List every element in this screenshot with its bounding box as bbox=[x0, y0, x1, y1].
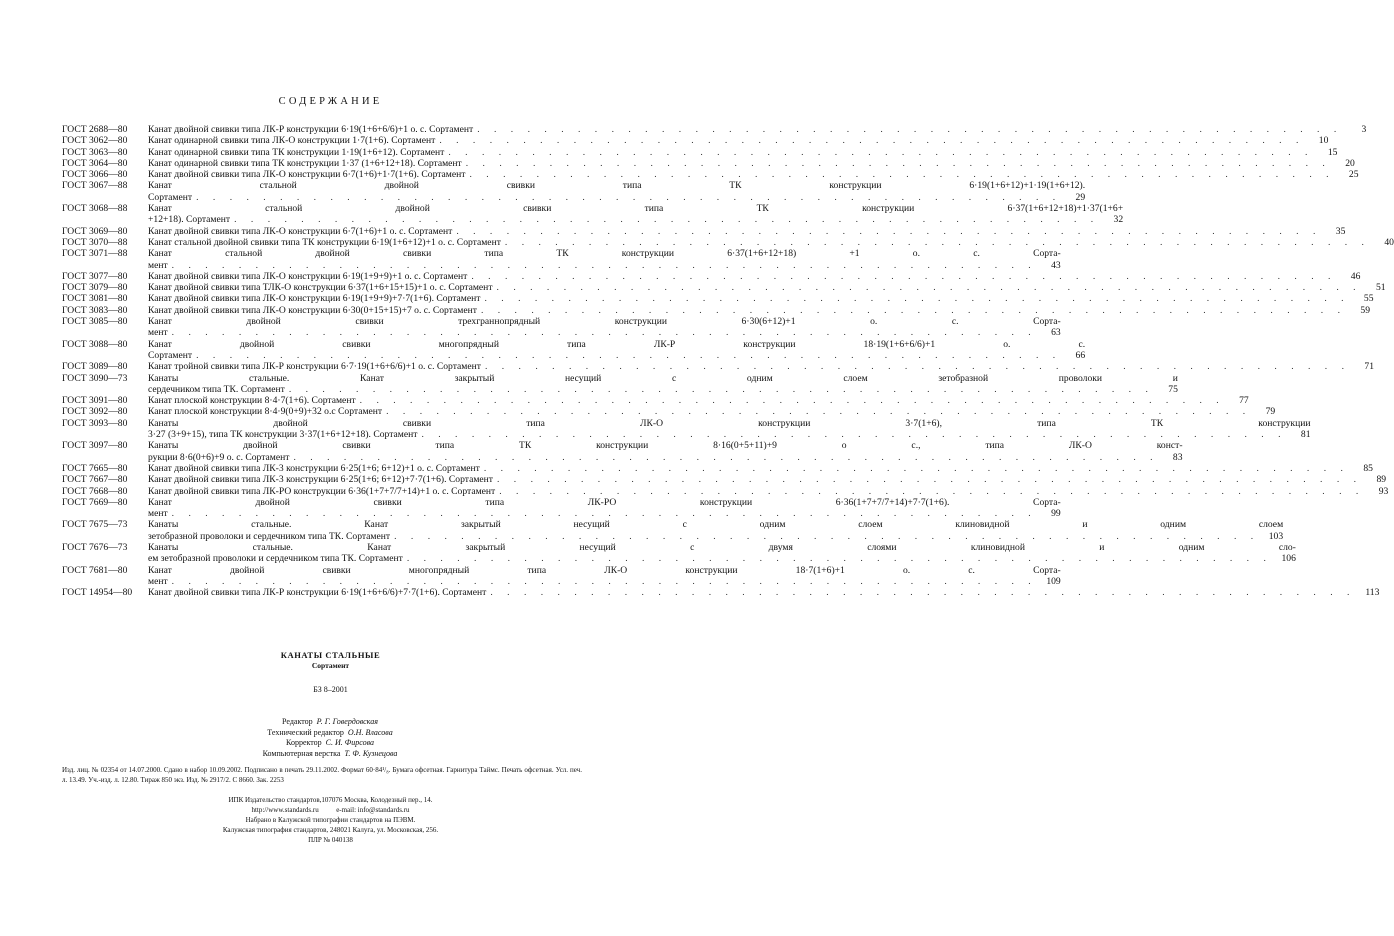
toc-entry bbox=[62, 496, 1061, 520]
toc-entry-title: рукции 8·6(0+6)+9 о. с. Сортамент bbox=[148, 451, 290, 463]
toc-page-number: 85 bbox=[1363, 462, 1373, 474]
toc-standard-number: ГОСТ 3063—80 bbox=[62, 146, 128, 158]
toc-page-number: 106 bbox=[1281, 553, 1296, 565]
toc-standard-number: ГОСТ 2688—80 bbox=[62, 124, 128, 135]
toc-page-number: 63 bbox=[1051, 327, 1061, 339]
toc-standard-number: ГОСТ 7681—80 bbox=[62, 564, 128, 576]
toc-entry bbox=[62, 293, 1374, 305]
toc-standard-number: ГОСТ 3093—80 bbox=[62, 417, 128, 429]
toc-entry bbox=[62, 169, 1359, 181]
toc-entry-title: Канат одинарной свивки типа ЛК-О конструкции 1·7(1+6). Сортамент bbox=[148, 135, 436, 147]
toc-entry-title: Сортамент bbox=[148, 191, 193, 203]
toc-entry-title: мент bbox=[148, 575, 168, 587]
credit-tech-editor: Технический редактор О.Н. Власова bbox=[267, 727, 393, 737]
toc-entry bbox=[62, 519, 1284, 542]
toc-standard-number: ГОСТ 3097—80 bbox=[62, 440, 128, 452]
toc-standard-number: ГОСТ 3083—80 bbox=[62, 304, 128, 316]
toc-page-number: 35 bbox=[1335, 225, 1346, 237]
toc-page-number: 83 bbox=[1172, 451, 1183, 463]
toc-standard-number: ГОСТ 3085—80 bbox=[62, 316, 128, 328]
toc-entry bbox=[62, 146, 1338, 158]
toc-standard-number: ГОСТ 7669—80 bbox=[62, 496, 128, 508]
toc-leader-dots: . . . . . . . . . . . . . . . . . . . . . . . . . . . . . . . . . . . . . . . . . . . . . . . . . . . . bbox=[288, 383, 1154, 395]
toc-page-number: 43 bbox=[1051, 259, 1061, 271]
toc-entry bbox=[62, 270, 1361, 282]
toc-page-number: 89 bbox=[1376, 474, 1387, 486]
toc-page-number: 99 bbox=[1051, 508, 1061, 520]
toc-standard-number: ГОСТ 7675—73 bbox=[62, 519, 128, 531]
toc-entry bbox=[62, 225, 1346, 237]
toc-standard-number: ГОСТ 3066—80 bbox=[62, 169, 128, 181]
toc-entry-title: Канат двойной свивки типа ЛК-О конструкции 6·7(1+6)+1 о. с. Сортамент bbox=[148, 225, 453, 237]
toc-page-number: 77 bbox=[1239, 395, 1249, 407]
toc-entry-title: Канат двойной свивки типа ЛК-3 конструкции 6·25(1+6; 6+12)+1 о. с. Сортамент bbox=[148, 462, 480, 474]
credit-corrector: Корректор С. И. Фирсова bbox=[286, 738, 374, 747]
toc-page-number: 75 bbox=[1168, 383, 1178, 395]
page-title: СОДЕРЖАНИЕ bbox=[278, 96, 383, 107]
toc-entry-title: Канат двойной свивки типа ЛК-РО конструкции 6·36(1+7+7/7+14)+1 о. с. Сортамент bbox=[148, 485, 496, 497]
toc-standard-number: ГОСТ 3081—80 bbox=[62, 293, 128, 305]
credits bbox=[200, 717, 460, 759]
toc-entry bbox=[62, 304, 1370, 316]
toc-leader-dots: . . . . . . . . . . . . . . . . . . . . . . . . . . . . . . . . . . . . . . . . . . . . . . . . . . . . bbox=[421, 429, 1287, 441]
toc-standard-number: ГОСТ 7668—80 bbox=[62, 485, 128, 497]
toc-entry-title: Сортамент bbox=[148, 349, 193, 361]
toc-entry-title: 3·27 (3+9+15), типа ТК конструкции 3·37(1+6+12+18). Сортамент bbox=[148, 429, 418, 441]
toc-entry-text: Канаты стальные. Канат закрытый несущий с одним слоем зетобразной проволоки и bbox=[148, 372, 1178, 384]
toc-page-number: 79 bbox=[1265, 406, 1276, 418]
toc-entry-title: Канат одинарной свивки типа ТК конструкции 1·37 (1+6+12+18). Сортамент bbox=[148, 157, 462, 169]
toc-entry-title: Канат двойной свивки типа ТЛК-О конструкции 6·37(1+6+15+15)+1 о. с. Сортамент bbox=[148, 282, 493, 294]
toc-leader-dots: . . . . . . . . . . . . . . . . . . . . . . . . . . . . . . . . . . . . . . . . . . . . . . . . . . . . bbox=[196, 191, 1062, 203]
toc-entry-title: Канат двойной свивки типа ЛК-О конструкции 6·19(1+9+9)+1 о. с. Сортамент bbox=[148, 270, 468, 282]
credit-editor: Редактор Р. Г. Говердовская bbox=[282, 717, 378, 726]
toc-entry-title: Канат стальной двойной свивки типа ТК конструкции 6·19(1+6+12)+1 о. с. Сортамент bbox=[148, 236, 501, 248]
toc-entry-text: Канат двойной свивки трехграннопрядный конструкции 6·30(6+12)+1 о. с. Сорта- bbox=[148, 316, 1061, 328]
toc-leader-dots: . . . . . . . . . . . . . . . . . . . . . . . . . . . . . . . . . . . . . . . . . . . . . . . . . . . . bbox=[394, 530, 1260, 542]
toc-entry-text: Канат двойной свивки многопрядный типа ЛК-Р конструкции 18·19(1+6+6/6)+1 о. с. bbox=[148, 338, 1086, 350]
toc-page-number: 40 bbox=[1384, 236, 1394, 248]
toc-entry bbox=[62, 180, 1086, 203]
toc-standard-number: ГОСТ 7676—73 bbox=[62, 541, 128, 553]
toc-leader-dots: . . . . . . . . . . . . . . . . . . . . . . . . . . . . . . . . . . . . . . . . . . . . . . . . . . . . bbox=[497, 474, 1363, 486]
toc-entry bbox=[62, 462, 1373, 474]
toc-page-number: 66 bbox=[1075, 349, 1086, 361]
toc-page-number: 109 bbox=[1046, 575, 1061, 587]
toc-standard-number: ГОСТ 3092—80 bbox=[62, 406, 128, 418]
toc-page-number: 55 bbox=[1363, 293, 1374, 305]
toc-entry bbox=[62, 485, 1389, 497]
toc-entry-text: Канаты двойной свивки типа ТК конструкции 8·16(0+5+11)+9 о с., типа ЛК-О конст- bbox=[148, 440, 1183, 452]
toc-standard-number: ГОСТ 3090—73 bbox=[62, 372, 128, 384]
toc-standard-number: ГОСТ 3071—88 bbox=[62, 248, 128, 260]
toc-page-number: 32 bbox=[1113, 214, 1124, 226]
book-subtitle: Сортамент bbox=[311, 661, 350, 670]
toc-leader-dots: . . . . . . . . . . . . . . . . . . . . . . . . . . . . . . . . . . . . . . . . . . . . . . . . . . . . bbox=[496, 282, 1362, 294]
toc-entry bbox=[62, 361, 1374, 373]
toc-entry-title: мент bbox=[148, 259, 168, 271]
toc-page-number: 20 bbox=[1345, 157, 1355, 169]
toc-entry bbox=[62, 541, 1296, 565]
toc-entry bbox=[62, 135, 1329, 147]
credit-layout: Компьютерная верстка Т. Ф. Кузнецова bbox=[262, 748, 398, 758]
toc-entry-text: Канат стальной двойной свивки типа ТК конструкции 6·37(1+6+12+18)+1·37(1+6+ bbox=[148, 203, 1124, 215]
toc-entry-title: Канат плоской конструкции 8·4·7(1+6). Сортамент bbox=[148, 395, 356, 407]
toc-standard-number: ГОСТ 3062—80 bbox=[62, 135, 128, 147]
book-title: КАНАТЫ СТАЛЬНЫЕ bbox=[280, 650, 381, 660]
toc-page-number: 71 bbox=[1364, 361, 1374, 373]
toc-leader-dots: . . . . . . . . . . . . . . . . . . . . . . . . . . . . . . . . . . . . . . . . . . . . . . . . . . . . bbox=[406, 553, 1272, 565]
toc-page-number: 15 bbox=[1327, 146, 1338, 158]
toc-entry bbox=[62, 395, 1249, 407]
toc-leader-dots: . . . . . . . . . . . . . . . . . . . . . . . . . . . . . . . . . . . . . . . . . . . . . . . . . . . . bbox=[196, 349, 1062, 361]
toc-entry bbox=[62, 474, 1387, 486]
toc-standard-number: ГОСТ 3088—80 bbox=[62, 338, 128, 350]
toc-page-number: 113 bbox=[1365, 587, 1380, 599]
toc-leader-dots: . . . . . . . . . . . . . . . . . . . . . . . . . . . . . . . . . . . . . . . . . . . . . . . . . . . . bbox=[484, 361, 1350, 373]
toc-entry-text: Канат двойной свивки типа ЛК-РО конструкции 6·36(1+7+7/7+14)+7·7(1+6). Сорта- bbox=[148, 496, 1061, 508]
toc-leader-dots: . . . . . . . . . . . . . . . . . . . . . . . . . . . . . . . . . . . . . . . . . . . . . . . . . . . . bbox=[465, 157, 1331, 169]
publisher-line: Калужская типография стандартов, 248021 Калуга, ул. Московская, 256. bbox=[222, 826, 439, 834]
toc-leader-dots: . . . . . . . . . . . . . . . . . . . . . . . . . . . . . . . . . . . . . . . . . . . . . . . . . . . . bbox=[448, 146, 1314, 158]
toc-leader-dots: . . . . . . . . . . . . . . . . . . . . . . . . . . . . . . . . . . . . . . . . . . . . . . . . . . . . bbox=[386, 406, 1252, 418]
toc-entry-title: зетобразной проволоки и сердечником типа ТК. Сортамент bbox=[148, 530, 391, 542]
toc-standard-number: ГОСТ 3089—80 bbox=[62, 361, 128, 373]
toc-page-number: 51 bbox=[1375, 282, 1386, 294]
toc-standard-number: ГОСТ 3079—80 bbox=[62, 282, 128, 294]
toc-entry bbox=[62, 372, 1178, 396]
toc-entry bbox=[62, 587, 1380, 599]
toc-entry-title: Канат плоской конструкции 8·4·9(0+9)+32 о.с Сортамент bbox=[148, 406, 383, 418]
toc-leader-dots: . . . . . . . . . . . . . . . . . . . . . . . . . . . . . . . . . . . . . . . . . . . . . . . . . . . . bbox=[171, 327, 1037, 339]
toc-entry-text: Канат двойной свивки многопрядный типа ЛК-О конструкции 18·7(1+6)+1 о. с. Сорта- bbox=[148, 564, 1061, 576]
toc-leader-dots: . . . . . . . . . . . . . . . . . . . . . . . . . . . . . . . . . . . . . . . . . . . . . . . . . . . . bbox=[471, 270, 1337, 282]
toc-entry bbox=[62, 564, 1061, 588]
toc-page-number: 93 bbox=[1378, 485, 1389, 497]
toc-standard-number: ГОСТ 3068—88 bbox=[62, 203, 128, 215]
toc-standard-number: ГОСТ 3067—88 bbox=[62, 180, 128, 192]
toc-entry-text: Канат стальной двойной свивки типа ТК конструкции 6·37(1+6+12+18) +1 о. с. Сорта- bbox=[148, 248, 1061, 260]
toc-standard-number: ГОСТ 14954—80 bbox=[62, 587, 133, 599]
toc-standard-number: ГОСТ 7665—80 bbox=[62, 462, 128, 474]
toc-standard-number: ГОСТ 7667—80 bbox=[62, 474, 128, 486]
toc-standard-number: ГОСТ 3069—80 bbox=[62, 225, 128, 237]
publisher-line: Набрано в Калужской типографии стандартов на ПЭВМ. bbox=[245, 816, 416, 824]
toc-entry-title: Канат двойной свивки типа ЛК-3 конструкции 6·25(1+6; 6+12)+7·7(1+6). Сортамент bbox=[148, 474, 493, 486]
publisher-line: http://www.standards.ru e-mail: info@standards.ru bbox=[251, 806, 410, 814]
toc-standard-number: ГОСТ 3070—88 bbox=[62, 236, 128, 248]
toc-entry bbox=[62, 282, 1386, 294]
toc-entry-title: Канат двойной свивки типа ЛК-О конструкции 6·30(0+15+15)+7 о. с. Сортамент bbox=[148, 304, 477, 316]
toc-leader-dots: . . . . . . . . . . . . . . . . . . . . . . . . . . . . . . . . . . . . . . . . . . . . . . . . . . . . bbox=[171, 259, 1037, 271]
book-code: БЗ 8–2001 bbox=[313, 685, 348, 694]
toc-entry bbox=[62, 124, 1367, 135]
toc-leader-dots: . . . . . . . . . . . . . . . . . . . . . . . . . . . . . . . . . . . . . . . . . . . . . . . . . . . . bbox=[171, 508, 1037, 520]
toc-leader-dots: . . . . . . . . . . . . . . . . . . . . . . . . . . . . . . . . . . . . . . . . . . . . . . . . . . . . bbox=[234, 214, 1100, 226]
toc-entry-title: Канат одинарной свивки типа ТК конструкции 1·19(1+6+12). Сортамент bbox=[148, 146, 445, 158]
toc-entry-title: мент bbox=[148, 508, 168, 520]
toc-leader-dots: . . . . . . . . . . . . . . . . . . . . . . . . . . . . . . . . . . . . . . . . . . . . . . . . . . . . bbox=[439, 135, 1305, 147]
toc-page-number: 29 bbox=[1075, 191, 1086, 203]
toc-entry-title: Канат двойной свивки типа ЛК-Р конструкции 6·19(1+6+6/6)+1 о. с. Сортамент bbox=[148, 124, 474, 135]
toc-entry-text: Канат стальной двойной свивки типа ТК конструкции 6·19(1+6+12)+1·19(1+6+12). bbox=[148, 180, 1086, 192]
toc-entry-text: Канаты стальные. Канат закрытый несущий с одним слоем клиновидной и одним слоем bbox=[148, 519, 1284, 531]
toc-leader-dots: . . . . . . . . . . . . . . . . . . . . . . . . . . . . . . . . . . . . . . . . . . . . . . . . . . . . bbox=[359, 395, 1225, 407]
toc-entry-title: сердечником типа ТК. Сортамент bbox=[148, 383, 285, 395]
toc-page-number: 81 bbox=[1300, 429, 1311, 441]
toc-entry bbox=[62, 248, 1061, 271]
toc-page-number: 46 bbox=[1350, 270, 1361, 282]
toc-leader-dots: . . . . . . . . . . . . . . . . . . . . . . . . . . . . . . . . . . . . . . . . . . . . . . . . . . . . bbox=[293, 451, 1159, 463]
imprint-text: Изд. лиц. № 02354 от 14.07.2000. Сдано в набор 10.09.2002. Подписано в печать 29.11.2002. Формат 60·84¹/₈. Бумага офсетная. Гарнитура Таймс. Печать офсетная. Усл. печ. л. 13.49. Уч.-изд. л. 12.80. Тираж 850 экз. Изд. № 2917/2. С 8660. Зак. 2253 bbox=[62, 766, 582, 784]
toc-entry bbox=[62, 157, 1355, 169]
publisher-line: ПЛР № 040138 bbox=[308, 836, 353, 844]
toc-page-number: 25 bbox=[1348, 169, 1359, 181]
toc-page-number: 10 bbox=[1318, 135, 1329, 147]
toc-page-number: 3 bbox=[1361, 124, 1367, 135]
toc-leader-dots: . . . . . . . . . . . . . . . . . . . . . . . . . . . . . . . . . . . . . . . . . . . . . . . . . . . . bbox=[171, 575, 1037, 587]
toc-entry-title: +12+18). Сортамент bbox=[148, 214, 231, 226]
toc-leader-dots: . . . . . . . . . . . . . . . . . . . . . . . . . . . . . . . . . . . . . . . . . . . . . . . . . . . . bbox=[499, 485, 1365, 497]
toc-entry-title: Канат двойной свивки типа ЛК-Р конструкции 6·19(1+6+6/6)+7·7(1+6). Сортамент bbox=[148, 587, 487, 599]
toc-page-number: 59 bbox=[1360, 304, 1370, 316]
toc-page-number: 103 bbox=[1268, 530, 1284, 542]
toc-entry-title: ем зетобразной проволоки и сердечником типа ТК. Сортамент bbox=[148, 553, 403, 565]
table-of-contents bbox=[62, 124, 1394, 599]
toc-entry-text: Канаты стальные. Канат закрытый несущий с двумя слоями клиновидной и одним сло- bbox=[148, 541, 1296, 553]
toc-entry-title: Канат двойной свивки типа ЛК-О конструкции 6·19(1+9+9)+7·7(1+6). Сортамент bbox=[148, 293, 481, 305]
toc-entry-title: Канат двойной свивки типа ЛК-О конструкции 6·7(1+6)+1·7(1+6). Сортамент bbox=[148, 169, 466, 181]
toc-leader-dots: . . . . . . . . . . . . . . . . . . . . . . . . . . . . . . . . . . . . . . . . . . . . . . . . . . . . bbox=[484, 293, 1350, 305]
toc-leader-dots: . . . . . . . . . . . . . . . . . . . . . . . . . . . . . . . . . . . . . . . . . . . . . . . . . . . . bbox=[477, 124, 1343, 135]
toc-entry bbox=[62, 417, 1311, 441]
toc-entry-title: Канат тройной свивки типа ЛК-Р конструкции 6·7·19(1+6+6/6)+1 о. с. Сортамент bbox=[148, 361, 481, 373]
toc-standard-number: ГОСТ 3091—80 bbox=[62, 395, 128, 407]
publisher-line: ИПК Издательство стандартов,107076 Москва, Колодезный пер., 14. bbox=[228, 796, 433, 804]
toc-leader-dots: . . . . . . . . . . . . . . . . . . . . . . . . . . . . . . . . . . . . . . . . . . . . . . . . . . . . bbox=[469, 169, 1335, 181]
toc-standard-number: ГОСТ 3077—80 bbox=[62, 270, 128, 282]
toc-leader-dots: . . . . . . . . . . . . . . . . . . . . . . . . . . . . . . . . . . . . . . . . . . . . . . . . . . . . bbox=[490, 587, 1356, 599]
toc-entry bbox=[62, 338, 1086, 362]
toc-entry bbox=[62, 236, 1394, 248]
toc-entry bbox=[62, 406, 1276, 418]
toc-leader-dots: . . . . . . . . . . . . . . . . . . . . . . . . . . . . . . . . . . . . . . . . . . . . . . . . . . . . bbox=[456, 225, 1322, 237]
toc-entry-text: Канаты двойной свивки типа ЛК-О конструкции 3·7(1+6), типа ТК конструкции bbox=[148, 417, 1311, 429]
publisher-info bbox=[0, 795, 661, 845]
toc-entry bbox=[62, 316, 1061, 339]
toc-leader-dots: . . . . . . . . . . . . . . . . . . . . . . . . . . . . . . . . . . . . . . . . . . . . . . . . . . . . bbox=[480, 304, 1346, 316]
toc-entry bbox=[62, 440, 1183, 463]
toc-leader-dots: . . . . . . . . . . . . . . . . . . . . . . . . . . . . . . . . . . . . . . . . . . . . . . . . . . . . bbox=[483, 462, 1349, 474]
toc-entry bbox=[62, 203, 1124, 226]
toc-leader-dots: . . . . . . . . . . . . . . . . . . . . . . . . . . . . . . . . . . . . . . . . . . . . . . . . . . . . bbox=[504, 236, 1370, 248]
toc-entry-title: мент bbox=[148, 327, 168, 339]
toc-standard-number: ГОСТ 3064—80 bbox=[62, 157, 128, 169]
